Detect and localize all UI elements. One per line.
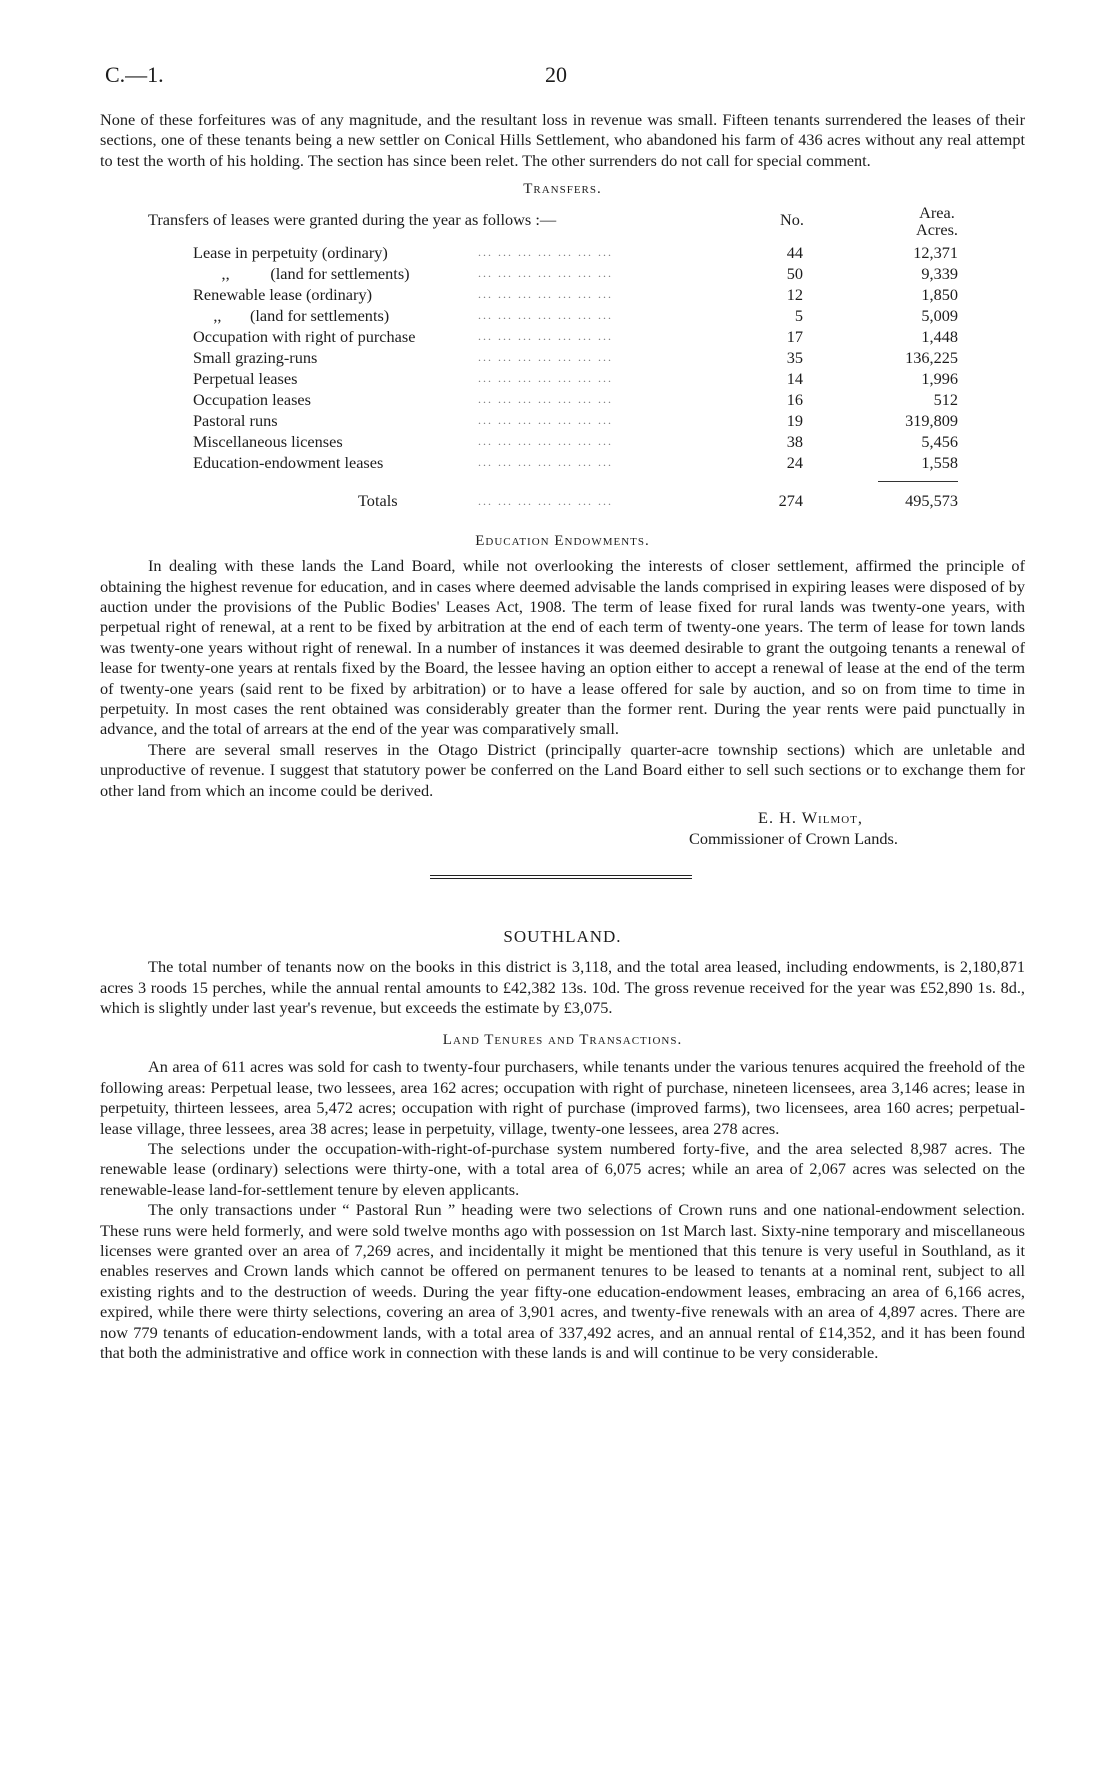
leader-dots: ... ... ... ... ... ... ... (478, 245, 613, 260)
leader-dots: ... ... ... ... ... ... ... (478, 329, 613, 344)
column-header-area (916, 204, 958, 238)
row-number: 44 (786, 243, 803, 263)
row-area: 9,339 (921, 264, 958, 284)
table-row (148, 410, 958, 431)
page-content (100, 110, 1025, 1363)
southland-paragraph-1: An area of 611 acres was sold for cash to twenty-four purchasers, while tenants under the various tenures acquired the freehold of the following areas: Perpetual lease, two lessees, area 162 acres; occupation with right of purchase, nineteen licensees, area 3,146 acres; lease in perpetuity, thirteen lessees, area 5,472 acres; occupation with right of purchase (improved farms), two licensees, area 160 acres; perpetual-lease village, three lessees, area 38 acres; lease in perpetuity, village, twenty-one lessees, area 278 acres. (100, 1057, 1025, 1138)
row-label: ,, (land for settlements) (193, 264, 410, 284)
row-number: 38 (786, 432, 803, 452)
row-label: ,, (land for settlements) (193, 306, 390, 326)
column-header-area-label: Area. (919, 203, 955, 223)
leader-dots: ... ... ... ... ... ... ... (478, 455, 613, 470)
signatory-title: Commissioner of Crown Lands. (689, 829, 898, 849)
leader-dots: ... ... ... ... ... ... ... (478, 413, 613, 428)
row-label: Lease in perpetuity (ordinary) (193, 243, 388, 263)
row-label: Miscellaneous licenses (193, 432, 343, 452)
row-area: 12,371 (913, 243, 958, 263)
table-row (148, 326, 958, 347)
table-total-row (148, 489, 958, 513)
row-number: 17 (786, 327, 803, 347)
row-label: Renewable lease (ordinary) (193, 285, 373, 305)
leader-dots: ... ... ... ... ... ... ... (478, 350, 613, 365)
row-number: 19 (786, 411, 803, 431)
table-row (148, 347, 958, 368)
signature-block (100, 807, 1025, 849)
table-row (148, 263, 958, 284)
row-area: 1,448 (921, 327, 958, 347)
education-endowments-heading: Education Endowments. (475, 533, 650, 550)
transfers-intro: Transfers of leases were granted during the year as follows :— (148, 210, 557, 230)
education-paragraph-1: In dealing with these lands the Land Board, while not overlooking the interests of closer settlement, affirmed the principle of obtaining the highest revenue for education, and in cases where deemed advisable the lands comprised in expiring leases were disposed of by auction under the provisions of the Public Bodies' Leases Act, 1908. The term of lease fixed for rural lands was twenty-one years, with perpetual right of renewal, at a rent to be fixed by arbitration at the end of each term of twenty-one years. The term of lease for town lands was twenty-one years without right of renewal. In a number of instances it was deemed desirable to grant the outgoing tenants a renewal of lease for twenty-one years at rentals fixed by the Board, the lessee having an option either to accept a renewal of lease at the end of the term of twenty-one years (said rent to be fixed by arbitration) or to have a lease offered for sale by auction, and so on from time to time in perpetuity. In most cases the rent obtained was considerably greater than the former rent. During the year rents were paid punctually in advance, and the total of arrears at the end of the year was comparatively small. (100, 556, 1025, 739)
total-area: 495,573 (905, 491, 958, 511)
leader-dots: ... ... ... ... ... ... ... (478, 494, 613, 509)
leader-dots: ... ... ... ... ... ... ... (478, 392, 613, 407)
row-area: 1,850 (921, 285, 958, 305)
table-row (148, 284, 958, 305)
total-label: Totals (358, 491, 398, 511)
row-label: Occupation with right of purchase (193, 327, 416, 347)
leader-dots: ... ... ... ... ... ... ... (478, 371, 613, 386)
total-rule (148, 473, 958, 489)
row-area: 1,558 (921, 453, 958, 473)
transfers-heading: Transfers. (523, 181, 602, 198)
row-area: 1,996 (921, 369, 958, 389)
leader-dots: ... ... ... ... ... ... ... (478, 308, 613, 323)
page-header (105, 62, 985, 92)
row-number: 50 (786, 264, 803, 284)
row-number: 24 (786, 453, 803, 473)
signatory-name: E. H. Wilmot, (758, 808, 863, 828)
column-header-area-unit: Acres. (915, 220, 958, 240)
southland-paragraph-3: The only transactions under “ Pastoral Run ” heading were two selections of Crown runs and one national-endowment selection. These runs were held formerly, and were sold twelve months ago with possession on 1st March last. Sixty-nine temporary and miscellaneous licenses were granted over an area of 7,269 acres, and incidentally it might be mentioned that this tenure is very useful in Southland, as it enables reserves and Crown lands which cannot be offered on permanent tenures to be leased to tenants at a nominal rent, subject to all existing rights and to the destruction of weeds. During the year fifty-one education-endowment leases, embracing an area of 6,166 acres, expired, while there were thirty selections, covering an area of 3,901 acres, and twenty-five renewals with an area of 4,897 acres. There are now 779 tenants of education-endowment lands, with a total area of 337,492 acres, and an annual rental of £14,352, and it has been found that both the administrative and office work in connection with these lands is and will continue to be very considerable. (100, 1200, 1025, 1362)
table-row (148, 305, 958, 326)
leader-dots: ... ... ... ... ... ... ... (478, 434, 613, 449)
land-tenures-heading: Land Tenures and Transactions. (442, 1032, 683, 1049)
table-row (148, 242, 958, 263)
transfers-table-header (148, 204, 958, 242)
document-code: C.—1. (105, 62, 164, 87)
row-number: 16 (786, 390, 803, 410)
row-label: Pastoral runs (193, 411, 278, 431)
education-paragraph-2: There are several small reserves in the Otago District (principally quarter-acre township sections) which are unletable and unproductive of revenue. I suggest that statutory power be conferred on the Land Board either to sell such sections or to exchange them for other land from which an income could be derived. (100, 739, 1025, 800)
row-label: Education-endowment leases (193, 453, 384, 473)
total-number: 274 (778, 491, 803, 511)
southland-paragraph-2: The selections under the occupation-with-right-of-purchase system numbered forty-five, and the area selected 8,987 acres. The renewable lease (ordinary) selections were thirty-one, with a total area of 6,075 acres; while an area of 2,067 acres was selected on the renewable-lease land-for-settlement tenure by eleven applicants. (100, 1138, 1025, 1199)
page-number: 20 (545, 62, 567, 87)
transfers-table (148, 204, 958, 513)
row-area: 5,009 (921, 306, 958, 326)
southland-intro: The total number of tenants now on the books in this district is 3,118, and the total area leased, including endowments, is 2,180,871 acres 3 roods 15 perches, while the annual rental amounts to £42,382 13s. 10d. The gross revenue received for the year was £52,890 1s. 8d., which is slightly under last year's revenue, but exceeds the estimate by £3,075. (100, 957, 1025, 1017)
row-number: 12 (786, 285, 803, 305)
row-label: Small grazing-runs (193, 348, 318, 368)
table-row (148, 452, 958, 473)
row-area: 512 (933, 390, 958, 410)
row-number: 35 (786, 348, 803, 368)
row-area: 5,456 (921, 432, 958, 452)
table-row (148, 431, 958, 452)
section-divider (430, 875, 692, 879)
row-label: Perpetual leases (193, 369, 298, 389)
row-label: Occupation leases (193, 390, 311, 410)
row-number: 14 (786, 369, 803, 389)
leader-dots: ... ... ... ... ... ... ... (478, 287, 613, 302)
southland-heading: SOUTHLAND. (503, 927, 622, 947)
leader-dots: ... ... ... ... ... ... ... (478, 266, 613, 281)
table-row (148, 389, 958, 410)
row-number: 5 (794, 306, 803, 326)
column-header-no: No. (780, 210, 804, 230)
table-row (148, 368, 958, 389)
row-area: 136,225 (905, 348, 958, 368)
otago-intro-paragraph: None of these forfeitures was of any magnitude, and the resultant loss in revenue was small. Fifteen tenants surrendered the leases of their sections, one of these tenants being a new settler on Conical Hills Settlement, who abandoned his farm of 436 acres without any real attempt to test the worth of his holding. The section has since been relet. The other surrenders do not call for special comment. (100, 110, 1025, 170)
row-area: 319,809 (905, 411, 958, 431)
